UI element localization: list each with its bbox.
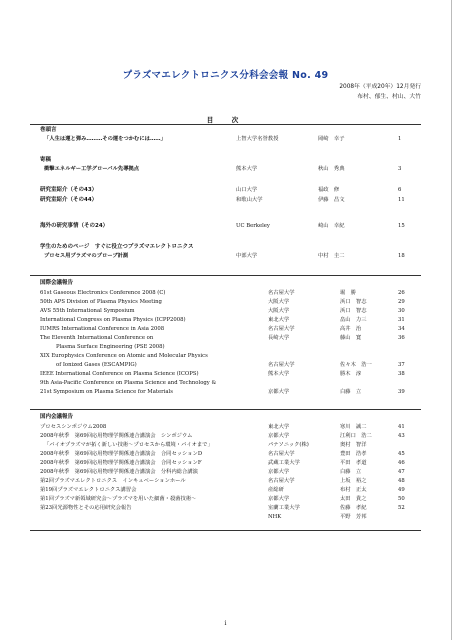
toc-entry[interactable]: 衝撃エネルギー工学グローバル先導拠点 熊本大学 秋山 秀典 3 <box>44 166 402 172</box>
toc-entry[interactable]: 第23回光源物性とその応用研究会報告 室蘭工業大学 佐藤 孝紀 52 <box>40 505 405 511</box>
toc-top-rule <box>30 124 421 125</box>
toc-entry[interactable]: 研究室紹介（その43） 山口大学 福政 修 6 <box>40 187 402 193</box>
toc-entry[interactable]: XIX Europhysics Conference on Atomic and Molecular Physics <box>40 353 208 359</box>
toc-entry[interactable]: 第1回プラズマ新領域研究会～プラズマを用いた細菌・殺菌技術～ 京都大学 太田 貴之 50 <box>40 496 405 502</box>
issue-date: 2008年（平成20年）12月発行 <box>339 84 421 90</box>
toc-entry[interactable]: 第2回プラズマエレクトロニクス インキュベーションホール 名古屋大学 上坂 裕之 48 <box>40 478 405 484</box>
toc-heading: 目 次 <box>206 116 245 124</box>
toc-entry-continuation[interactable]: 21st Symposium on Plasma Science for Materials 京都大学 白藤 立 39 <box>40 389 405 395</box>
toc-entry[interactable]: 第19回プラズマエレクトロニクス講習会 産総研 布村 正太 49 <box>40 487 405 493</box>
toc-entry[interactable]: 50th APS Division of Plasma Physics Meeting 大阪大学 浜口 智志 29 <box>40 299 405 305</box>
toc-entry[interactable]: 研究室紹介（その44） 和歌山大学 伊藤 昌文 11 <box>40 197 405 203</box>
toc-entry[interactable]: AVS 55th International Symposium 大阪大学 浜口 智志 30 <box>40 308 405 314</box>
editors: 布村、郁生、村山、大竹 <box>357 94 421 100</box>
toc-entry-continuation[interactable]: NHK 平野 芳邦 <box>268 514 367 520</box>
toc-entry[interactable]: IEEE International Conference on Plasma Science (ICOPS) 熊本大学 勝木 淳 38 <box>40 371 405 377</box>
toc-entry[interactable]: 海外の研究事情（その24） UC Berkeley 崎山 幸紀 15 <box>40 223 405 229</box>
toc-bottom-rule <box>30 530 421 531</box>
section-title: 学生のためのページ すぐに役立つプラズマエレクトロニクス <box>40 244 194 250</box>
toc-entry[interactable]: プロセスシンポジウム2008 東北大学 寒川 誠二 41 <box>40 424 405 430</box>
section-title: 寄稿 <box>40 157 52 163</box>
toc-entry[interactable]: IUMRS International Conference in Asia 2008 名古屋大学 高井 治 34 <box>40 326 405 332</box>
section-title: 国際会議報告 <box>40 280 74 286</box>
section-title: 巻頭言 <box>40 127 57 133</box>
toc-entry[interactable]: 2008年秋季 第69回応用物理学関係連合講演会 合同セッションD 名古屋大学 豊田 浩孝 45 <box>40 451 405 457</box>
toc-entry-continuation: Plasma Surface Engineering (PSE 2008) <box>56 344 165 350</box>
toc-entry[interactable]: 2008年秋季 第69回応用物理学関係連合講演会 合同セッションF 武蔵工業大学 平田 孝道 46 <box>40 460 405 466</box>
toc-entry[interactable]: プロセス用プラズマのプローブ計測 中部大学 中村 圭二 18 <box>44 253 405 259</box>
toc-entry[interactable]: 61st Gaseous Electronics Conference 2008 (C) 名古屋大学 堀 勝 26 <box>40 290 405 296</box>
toc-entry[interactable]: International Congress on Plasma Physics (ICPP2008) 東北大学 畠山 力三 31 <box>40 317 405 323</box>
toc-entry[interactable]: 9th Asia-Pacific Conference on Plasma Science and Technology & <box>40 380 217 386</box>
divider <box>30 409 421 410</box>
toc-entry[interactable]: The Eleventh International Conference on 長崎大学 藤山 寛 36 <box>40 335 405 341</box>
toc-entry-continuation[interactable]: of Ionized Gases (ESCAMPIG) 名古屋大学 佐々木 浩一 37 <box>56 362 405 368</box>
toc-entry[interactable]: 2008年秋季 第69回応用物理学関係連合講演会 分科内総合講演 京都大学 白藤 立 47 <box>40 469 405 475</box>
page-number: i <box>224 620 227 627</box>
newsletter-title: プラズマエレクトロニクス分科会会報 No. 49 <box>122 70 329 81</box>
toc-entry-continuation[interactable]: 「バイオプラズマが拓く新しい技術～プロセスから環境・バイオまで」 パナソニック(株) 奥村 智洋 <box>44 442 367 448</box>
section-title: 国内会議報告 <box>40 414 74 420</box>
divider <box>30 275 421 276</box>
toc-entry[interactable]: 2008年秋季 第69回応用物理学関係連合講演会 シンポジウム 京都大学 江利口 浩二 43 <box>40 433 405 439</box>
toc-entry[interactable]: 「人生は運と弾み………その運をつかむには……」 上智大学名誉教授 岡崎 幸子 1 <box>44 136 402 142</box>
